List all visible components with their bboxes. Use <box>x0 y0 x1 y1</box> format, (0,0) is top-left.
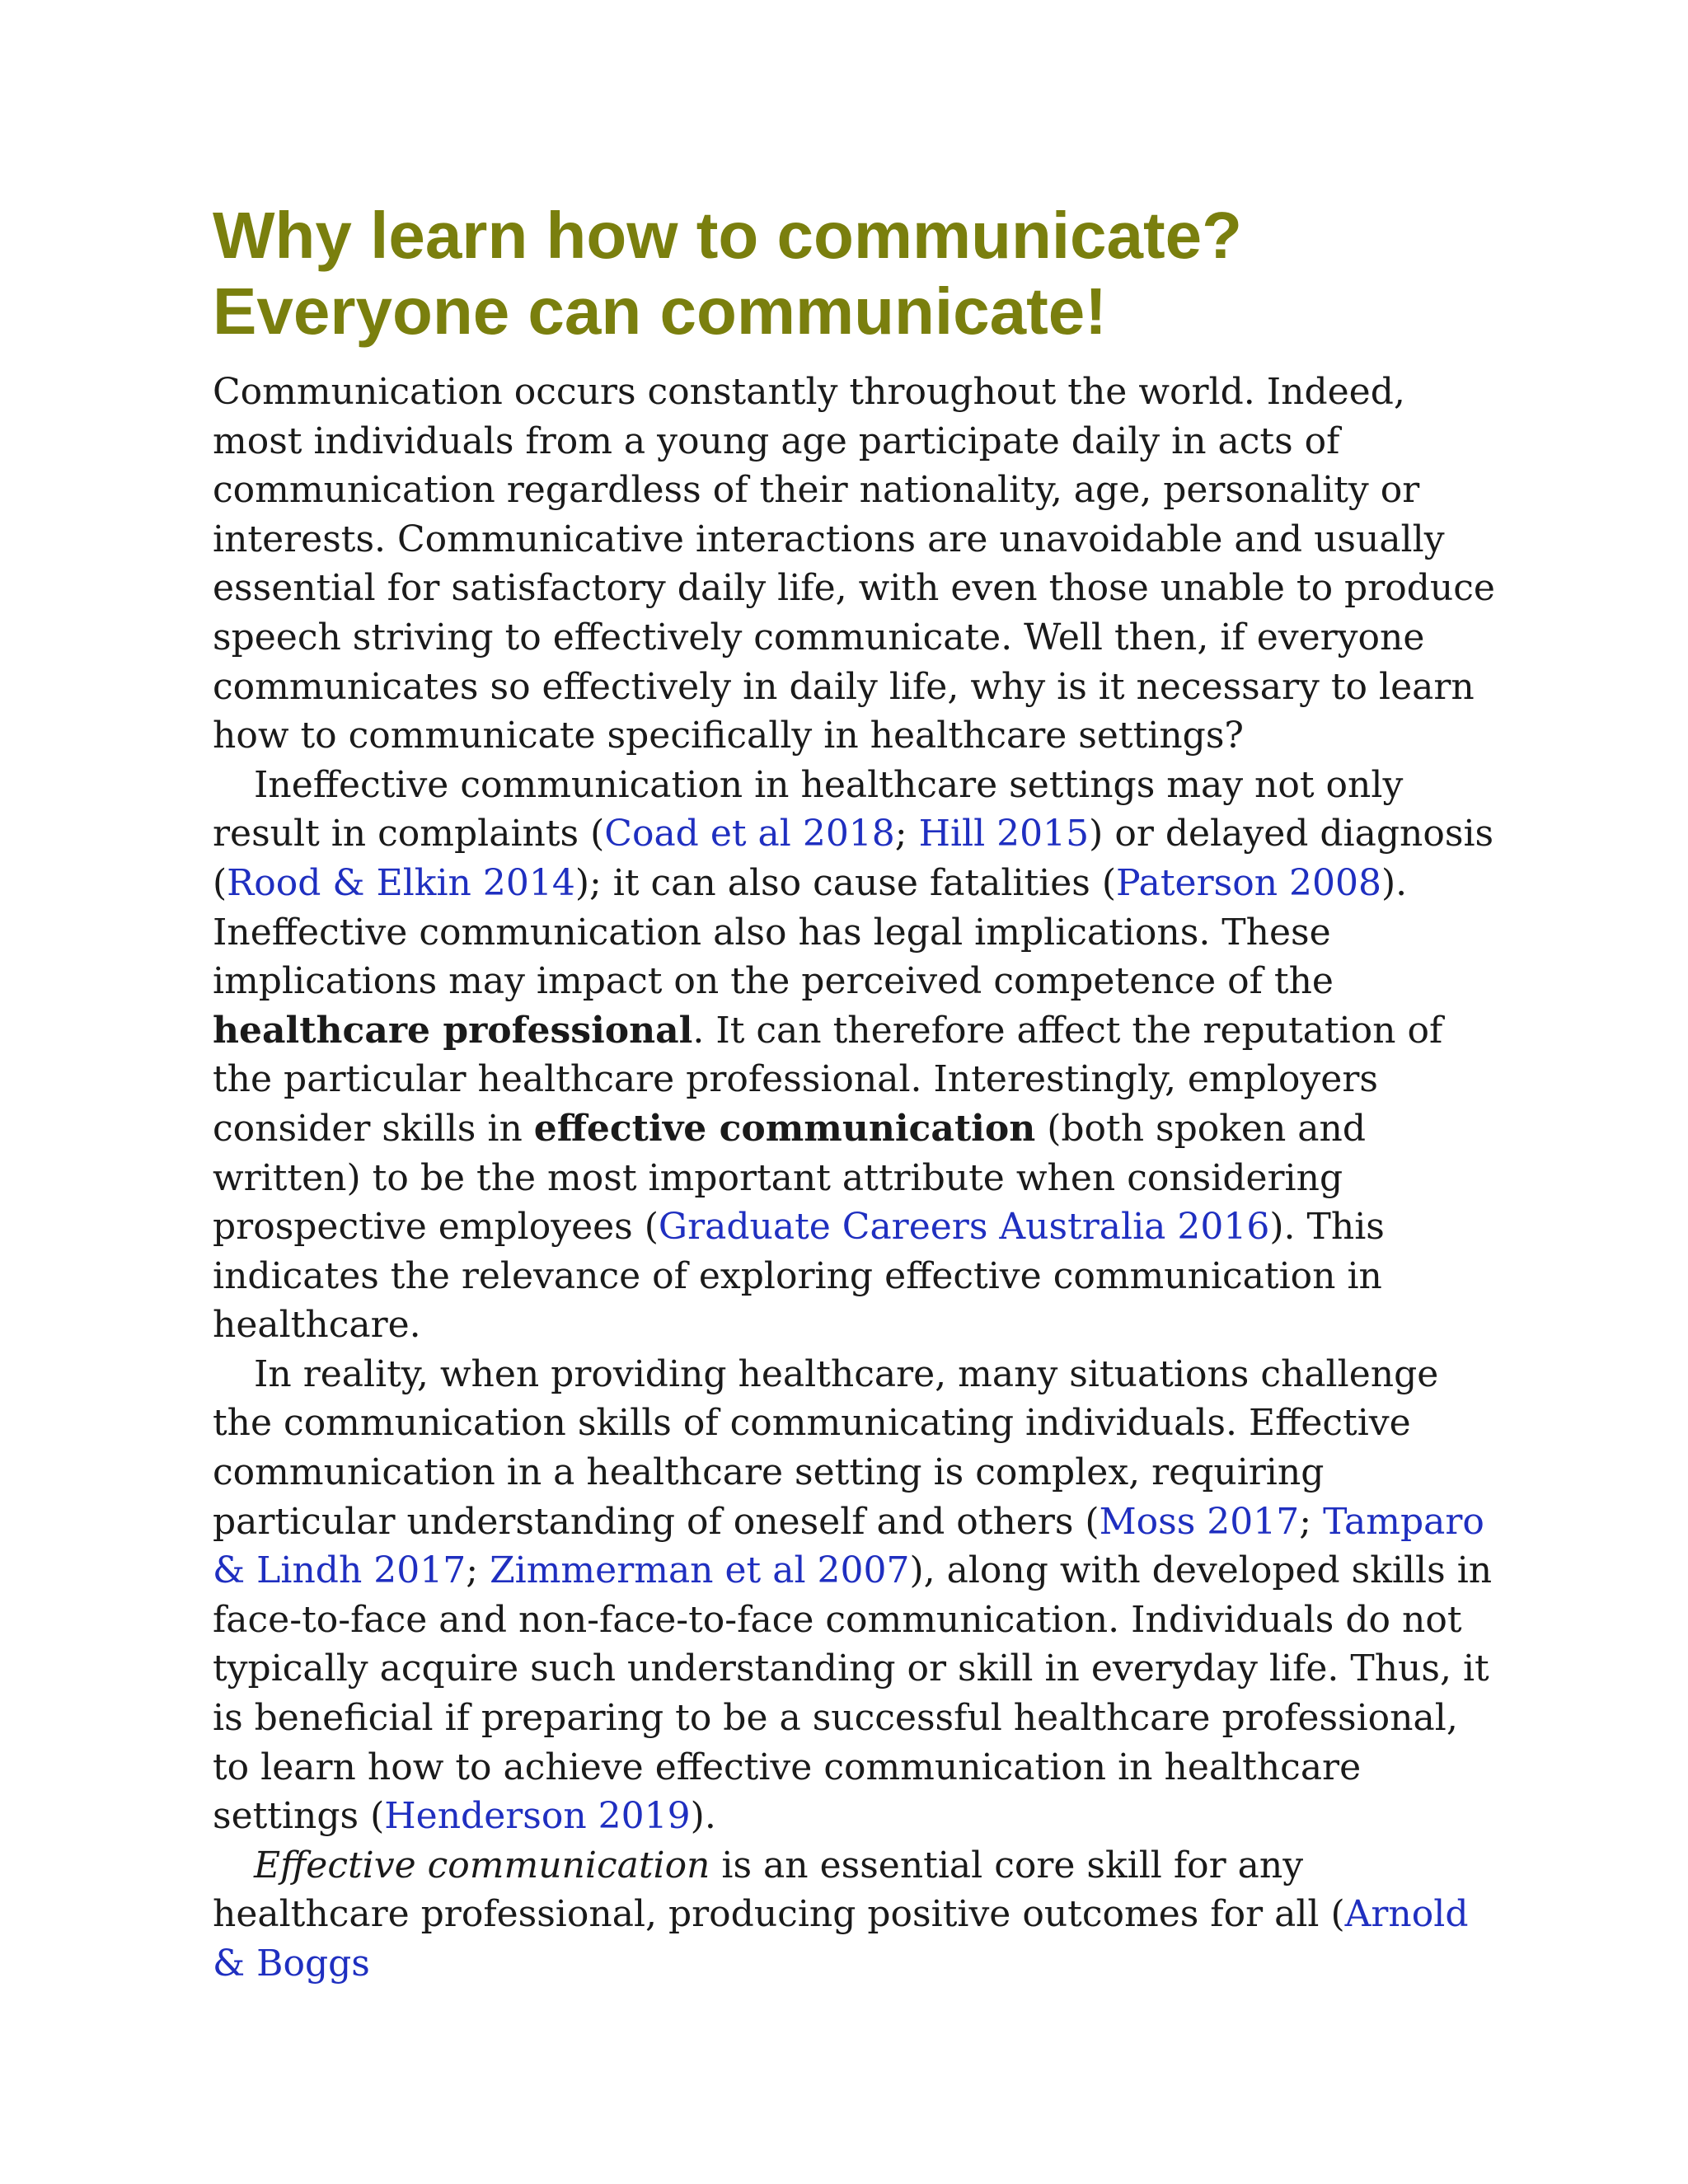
paragraph-2: Ineffective communication in healthcare settings may not only result in complaints (Coad et al 2018; Hill 2015) or delayed diagnosis (Rood & Elkin 2014); it can also cause fatalities (Paterson 2008). Ineffective communication also has legal implications. These implications may impact on the perceived competence of the healthcare professional. It can therefore affect the reputation of the particular healthcare professional. Interestingly, employers consider skills in effective communication (both spoken and written) to be the most important attribute when considering prospective employees (Graduate Careers Australia 2016). This indicates the relevance of exploring effective communication in healthcare. <box>213 763 1494 1347</box>
citation-link[interactable]: Tamparo & Lindh 2017 <box>213 1500 1484 1592</box>
heading-line-1: Why learn how to communicate? <box>213 199 1243 272</box>
paragraph-1: Communication occurs constantly throughout the world. Indeed, most individuals from a young age participate daily in acts of communication regardless of their nationality, age, personality or interests. Communicative interactions are unavoidable and usually essential for satisfactory daily life, with even those unable to produce speech striving to effectively communicate. Well then, if everyone communicates so effectively in daily life, why is it necessary to learn how to communicate specifically in healthcare settings? <box>213 371 1495 757</box>
key-term: effective communication <box>533 1107 1036 1150</box>
citation-link[interactable]: Rood & Elkin 2014 <box>227 861 575 904</box>
heading-line-2: Everyone can communicate! <box>213 274 1107 348</box>
section-heading <box>213 198 1498 349</box>
paragraph-4: Effective communication is an essential core skill for any healthcare professional, producing positive outcomes for all (Arnold & Boggs <box>213 1844 1469 1985</box>
emphasis-term: Effective communication <box>254 1844 710 1886</box>
key-term: healthcare professional <box>213 1009 693 1052</box>
body-text <box>213 368 1498 1989</box>
citation-link[interactable]: Moss 2017 <box>1099 1500 1300 1543</box>
document-page <box>213 198 1498 1989</box>
citation-link[interactable]: Coad et al 2018 <box>604 813 895 855</box>
citation-link[interactable]: Hill 2015 <box>918 813 1090 855</box>
citation-link[interactable]: Henderson 2019 <box>384 1795 691 1838</box>
paragraph-3: In reality, when providing healthcare, many situations challenge the communication skills of communicating individuals. Effective communication in a healthcare setting is complex, requiring particular understanding of oneself and others (Moss 2017; Tamparo & Lindh 2017; Zimmerman et al 2007), along with developed skills in face-to-face and non-face-to-face communication. Individuals do not typically acquire such understanding or skill in everyday life. Thus, it is beneficial if preparing to be a successful healthcare professional, to learn how to achieve effective communication in healthcare settings (Henderson 2019). <box>213 1352 1493 1838</box>
citation-link[interactable]: Graduate Careers Australia 2016 <box>658 1206 1270 1249</box>
citation-link[interactable]: Arnold & Boggs <box>213 1893 1469 1985</box>
citation-link[interactable]: Zimmerman et al 2007 <box>490 1549 910 1592</box>
citation-link[interactable]: Paterson 2008 <box>1116 861 1382 904</box>
